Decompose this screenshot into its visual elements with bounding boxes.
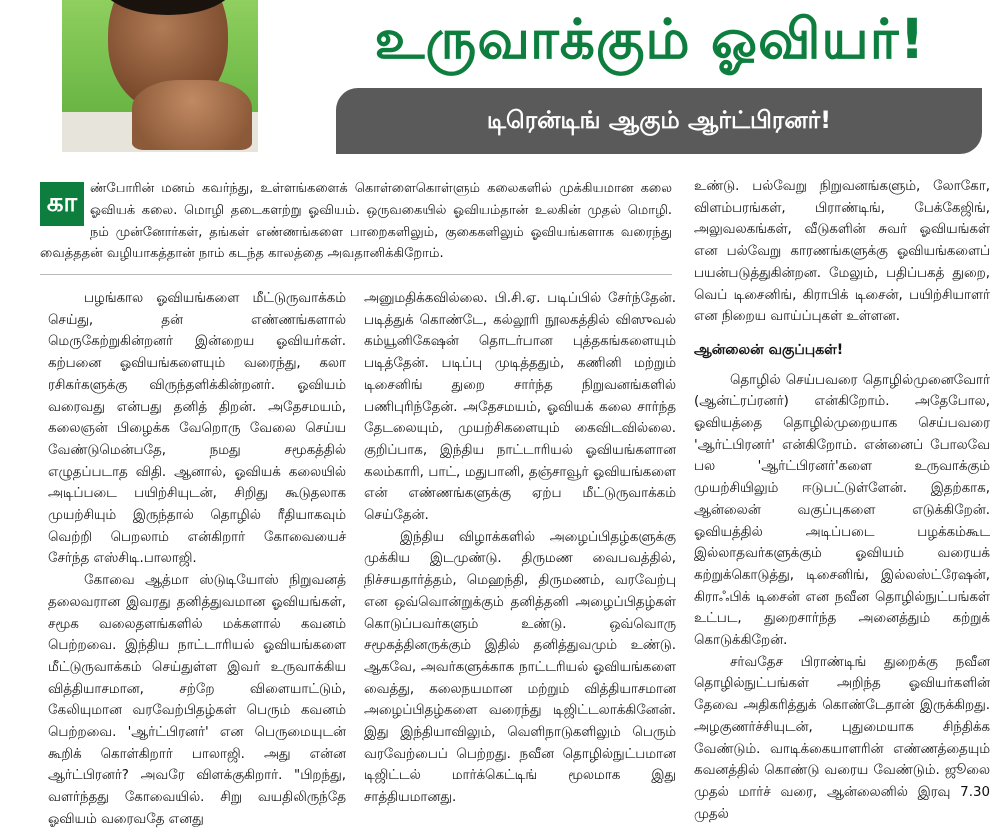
subheadline: டிரென்டிங் ஆகும் ஆர்ட்பிரனர்! xyxy=(486,105,832,134)
portrait-hand xyxy=(132,80,252,150)
col2-paragraph-2: இந்திய விழாக்களில் அழைப்பிதழ்களுக்கு முக்கிய இடமுண்டு. திருமண வைபவத்தில், நிச்சயதார்த்தம், மெஹந்தி, திருமணம், வரவேற்பு என ஒவ்வொன்றுக்கும் தனித்தனி அழைப்பிதழ்கள் கொடுப்பவர்களும் உண்டு. ஒவ்வொரு சமூகத்தினருக்கும் இதில் தனித்துவமும் உண்டு. ஆகவே, அவர்களுக்காக நாட்டரியல் ஓவியங்களை வைத்து, கலைநயமான மற்றும் வித்தியாசமான அழைப்பிதழ்களை வரைந்து டிஜிட்டலாக்கினேன். இது இந்தியாவிலும், வெளிநாடுகளிலும் பெரும் வரவேற்பைப் பெற்றது. நவீன தொழில்நுட்பமான டிஜிட்டல் மார்க்கெட்டிங் மூலமாக இது சாத்தியமானது. xyxy=(364,529,676,806)
column-2 xyxy=(364,288,676,806)
dropcap: கா xyxy=(40,182,84,226)
column-1 xyxy=(48,288,346,827)
col3-continuation: உண்டு. பல்வேறு நிறுவனங்களும், லோகோ, விளம்பரங்கள், பிராண்டிங், பேக்கேஜிங், அலுவலகங்கள், வீடுகளின் சுவர் ஓவியங்கள் என பல்வேறு காரணங்களுக்கு ஓவியங்களைப் பயன்படுத்துகின்றன. மேலும், பதிப்பகத் துறை, வெப் டிசைனிங், கிராபிக் டிசைன், பயிற்சியாளர் என நிறைய வாய்ப்புகள் உள்ளன. xyxy=(694,179,990,325)
intro-text: ண்போரின் மனம் கவர்ந்து, உள்ளங்களைக் கொள்ளைகொள்ளும் கலைகளில் முக்கியமான கலை ஓவியக் கலை. மொழி தடைகளற்று ஓவியம். ஒருவகையில் ஓவியம்தான் உலகின் முதல் மொழி. நம் முன்னோர்கள், தங்கள் எண்ணங்களை பாறைகளிலும், குகைகளிலும் ஓவியங்களாக வரைந்து வைத்ததன் வழியாகத்தான் நாம் கடந்த காலத்தை அவதானிக்கிறோம். xyxy=(40,181,672,262)
intro-divider xyxy=(40,274,672,275)
col1-paragraph-1: பழங்கால ஓவியங்களை மீட்டுருவாக்கம் செய்து, தன் எண்ணங்களால் மெருகேற்றுகின்றனர் இன்றைய ஓவியர்கள். கற்பனை ஓவியங்களையும் வரைந்து, கலா ரசிகர்களுக்கு விருந்தளிக்கின்றனர். ஓவியம் வரைவது என்பது தனித் திறன். அதேசமயம், கலைஞன் பிழைக்க வேறொரு வேலை செய்ய வேண்டுமென்பதே, நமது சமூகத்தில் எழுதப்படாத விதி. ஆனால், ஓவியக் கலையில் அடிப்படை பயிற்சியுடன், சிறிது கூடுதலாக முயற்சியும் இருந்தால் தொழில் ரீதியாகவும் வெற்றி பெறலாம் என்கிறார் கோவையைச் சேர்ந்த எஸ்சிடி.பாலாஜி. xyxy=(48,291,346,567)
col2-paragraph-1: அனுமதிக்கவில்லை. பி.சி.ஏ. படிப்பில் சேர்ந்தேன். படித்துக் கொண்டே, கல்லூரி நூலகத்தில் விஸுவல் கம்யூனிகேஷன் தொடர்பான புத்தகங்களையும் படித்தேன். படிப்பு முடித்ததும், கணினி மற்றும் டிசைனிங் துறை சார்ந்த நிறுவனங்களில் பணிபுரிந்தேன். அதேசமயம், ஓவியக் கலை சார்ந்த தேடலையும், முயற்சிகளையும் கைவிடவில்லை. குறிப்பாக, இந்திய நாட்டாரியல் ஓவியங்களான கலம்காரி, பாட், மதுபானி, தஞ்சாவூர் ஓவியங்களை என் எண்ணங்களுக்கு ஏற்ப மீட்டுருவாக்கம் செய்தேன். xyxy=(364,291,676,524)
portrait-photo xyxy=(62,0,258,143)
headline: உருவாக்கும் ஓவியர்! xyxy=(374,7,926,71)
column-3 xyxy=(694,176,990,822)
col3-paragraph-1: தொழில் செய்பவரை தொழில்முனைவோர் (ஆன்ட்ரப்ரனர்) என்கிறோம். அதேபோல, ஓவியத்தை தொழில்முறையாக செய்பவரை 'ஆர்ட்பிரனர்' என்கிறோம். என்னைப் போலவே பல 'ஆர்ட்பிரனர்'களை உருவாக்கும் முயற்சியிலும் ஈடுபட்டுள்ளேன். இதற்காக, ஆன்லைன் வகுப்புகளை எடுக்கிறேன். ஓவியத்தில் அடிப்படை பழக்கம்கூட இல்லாதவர்களுக்கும் ஓவியம் வரையக் கற்றுக்கொடுத்து, டிசைனிங், இல்லஸ்ட்ரேஷன், கிராஃபிக் டிசைன் என நவீன தொழில்நுட்பங்கள் உட்பட, துறைசார்ந்த அனைத்தும் கற்றுக் கொடுக்கிறேன். xyxy=(694,372,990,649)
intro-paragraph xyxy=(40,178,672,265)
section-heading-online-classes: ஆன்லைன் வகுப்புகள்! xyxy=(694,341,844,358)
col1-paragraph-2: கோவை ஆத்மா ஸ்டுடியோஸ் நிறுவனத் தலைவரான இவரது தனித்துவமான ஓவியங்கள், சமூக வலைதளங்களில் மக்களால் கவனம் பெற்றவை. இந்திய நாட்டாரியல் ஓவியங்களை மீட்டுருவாக்கம் செய்துள்ள இவர் உருவாக்கிய வித்தியாசமான, சற்றே விளையாட்டும், கேலியுமான வரவேற்பிதழ்கள் பெரும் கவனம் பெற்றவை. 'ஆர்ட்பிரனர்' என பெருமையுடன் கூறிக் கொள்கிறார் பாலாஜி. அது என்ன ஆர்ட்பிரனர்? அவரே விளக்குகிறார். "பிறந்து, வளர்ந்தது கோவையில். சிறு வயதிலிருந்தே ஓவியம் வரைவதே எனது xyxy=(48,573,346,827)
subheadline-banner xyxy=(336,88,982,154)
col3-paragraph-2: சர்வதேச பிராண்டிங் துறைக்கு நவீன தொழில்நுட்பங்கள் அறிந்த ஓவியர்களின் தேவை அதிகரித்துக் கொண்டேதான் இருக்கிறது. அழகுணர்ச்சியுடன், புதுமையாக சிந்திக்க வேண்டும். வாடிக்கையாளரின் எண்ணத்தையும் கவனத்தில் கொண்டு வரைய வேண்டும். ஜூலை முதல் மார்ச் வரை, ஆன்லைனில் இரவு 7.30 முதல் xyxy=(694,654,990,822)
